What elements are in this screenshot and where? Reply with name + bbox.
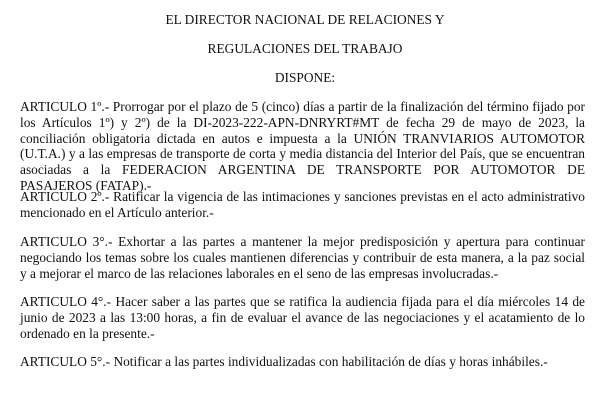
heading-dispone: DISPONE: — [274, 70, 336, 85]
heading-director: EL DIRECTOR NACIONAL DE RELACIONES Y — [165, 12, 445, 27]
article-1: ARTICULO 1º.- Prorrogar por el plazo de 5 (cinco) días a partir de la finalización del término fijado por los Artículos 1º) y 2º) de la DI-2023-222-APN-DNRYRT#MT de fecha 29 de mayo de 2023, la conciliación obligatoria dictada en autos e impuesta a la UNIÓN TRANVIARIOS AUTOMOTOR (U.T.A.) y a las empresas de transporte de corta y media distancia del Interior del País, que se encuentran asociadas a la FEDERACION ARGENTINA DE TRANSPORTE POR AUTOMOTOR DE PASAJEROS (FATAP).- — [20, 99, 585, 193]
article-3: ARTICULO 3°.- Exhortar a las partes a mantener la mejor predisposición y apertura para continuar negociando los temas sobre los cuales mantienen diferencias y contribuir de esta manera, a la paz social y a mejorar el marco de las relaciones laborales en el seno de las empresas involucradas.- — [20, 234, 585, 281]
heading-regulaciones: REGULACIONES DEL TRABAJO — [207, 41, 403, 56]
article-2: ARTICULO 2º.- Ratificar la vigencia de las intimaciones y sanciones previstas en el acto administrativo mencionado en el Artículo anterior.- — [20, 189, 585, 220]
article-4: ARTICULO 4°.- Hacer saber a las partes que se ratifica la audiencia fijada para el día miércoles 14 de junio de 2023 a las 13:00 horas, a fin de evaluar el avance de las negociaciones y el acatamiento de lo ordenado en la presente.- — [20, 294, 585, 341]
article-5: ARTICULO 5°.- Notificar a las partes individualizadas con habilitación de días y horas inhábiles.- — [20, 354, 548, 369]
